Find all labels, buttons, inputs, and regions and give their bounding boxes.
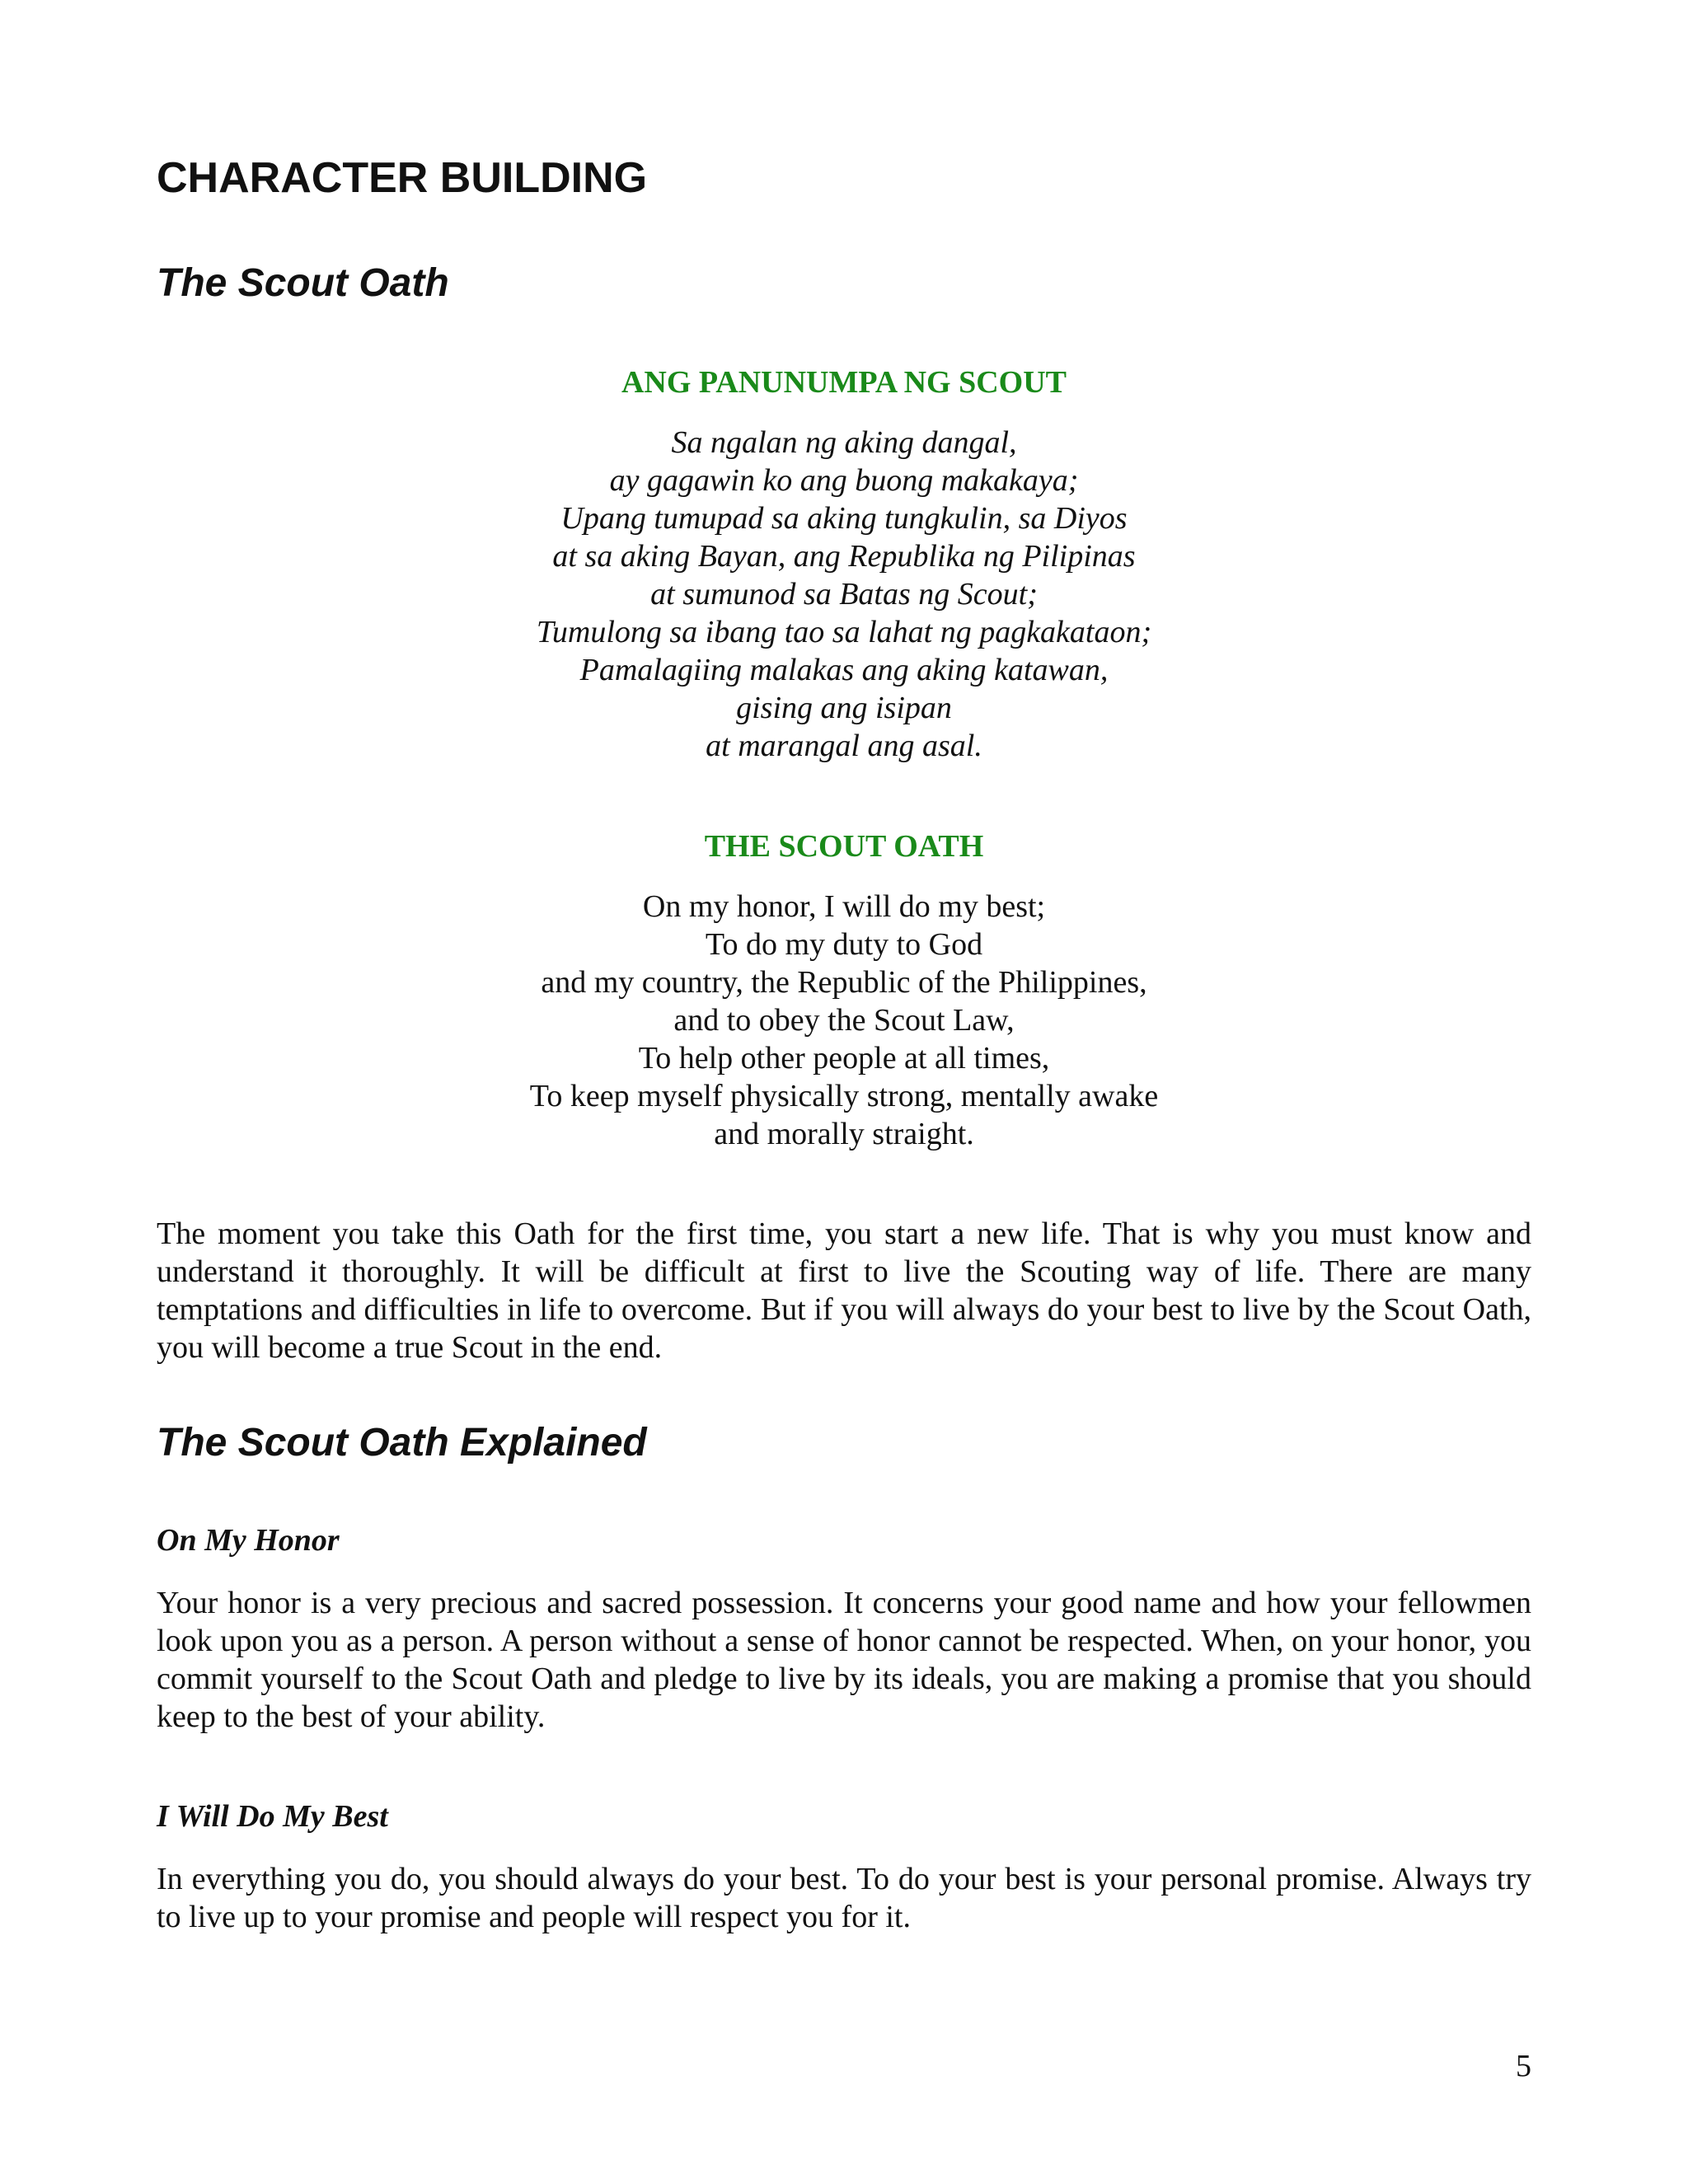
section-heading-scout-oath: The Scout Oath bbox=[157, 261, 449, 305]
section-heading-oath-explained: The Scout Oath Explained bbox=[157, 1421, 647, 1465]
english-oath-lines bbox=[157, 888, 1531, 1153]
oath-line: at sumunod sa Batas ng Scout; bbox=[650, 577, 1038, 612]
page-number: 5 bbox=[1516, 2049, 1531, 2083]
oath-line: at sa aking Bayan, ang Republika ng Pilipinas bbox=[552, 539, 1136, 574]
on-my-honor-paragraph: Your honor is a very precious and sacred possession. It concerns your good name and how your fellowmen look upon you as a person. A person without a sense of honor cannot be respected. When, on your honor, you commit yourself to the Scout Oath and pledge to live by its ideals, you are making a promise that you should keep to the best of your ability. bbox=[157, 1586, 1531, 1734]
filipino-oath-block bbox=[157, 363, 1531, 765]
filipino-oath-title: ANG PANUNUMPA NG SCOUT bbox=[621, 365, 1067, 400]
oath-line: ay gagawin ko ang buong makakaya; bbox=[609, 463, 1079, 498]
oath-line: Upang tumupad sa aking tungkulin, sa Diyos bbox=[560, 501, 1128, 536]
oath-intro-paragraph: The moment you take this Oath for the first time, you start a new life. That is why you must know and understand it thoroughly. It will be difficult at first to live the Scouting way of life. There are many temptations and difficulties in life to overcome. But if you will always do your best to live by the Scout Oath, you will become a true Scout in the end. bbox=[157, 1216, 1531, 1365]
oath-line: To do my duty to God bbox=[705, 927, 983, 962]
oath-line: and morally straight. bbox=[714, 1117, 974, 1151]
oath-line: gising ang isipan bbox=[736, 691, 952, 725]
oath-line: Sa ngalan ng aking dangal, bbox=[671, 425, 1017, 460]
oath-line: Pamalagiing malakas ang aking katawan, bbox=[579, 653, 1109, 687]
oath-line: and to obey the Scout Law, bbox=[673, 1003, 1015, 1038]
english-oath-block bbox=[157, 827, 1531, 1153]
oath-line: To keep myself physically strong, mentally awake bbox=[529, 1079, 1159, 1113]
filipino-oath-lines bbox=[157, 424, 1531, 765]
document-page bbox=[157, 0, 1531, 2184]
subheading-i-will-do-my-best: I Will Do My Best bbox=[157, 1799, 388, 1834]
english-oath-title: THE SCOUT OATH bbox=[704, 829, 984, 864]
oath-line: at marangal ang asal. bbox=[706, 729, 982, 763]
oath-line: and my country, the Republic of the Philippines, bbox=[541, 965, 1147, 1000]
page-title: CHARACTER BUILDING bbox=[157, 154, 648, 202]
subheading-on-my-honor: On My Honor bbox=[157, 1523, 340, 1558]
oath-line: On my honor, I will do my best; bbox=[642, 889, 1046, 924]
oath-line: To help other people at all times, bbox=[638, 1041, 1050, 1076]
do-my-best-paragraph: In everything you do, you should always do your best. To do your best is your personal promise. Always try to live up to your promise and people will respect you for it. bbox=[157, 1862, 1531, 1934]
oath-line: Tumulong sa ibang tao sa lahat ng pagkakataon; bbox=[536, 615, 1152, 649]
